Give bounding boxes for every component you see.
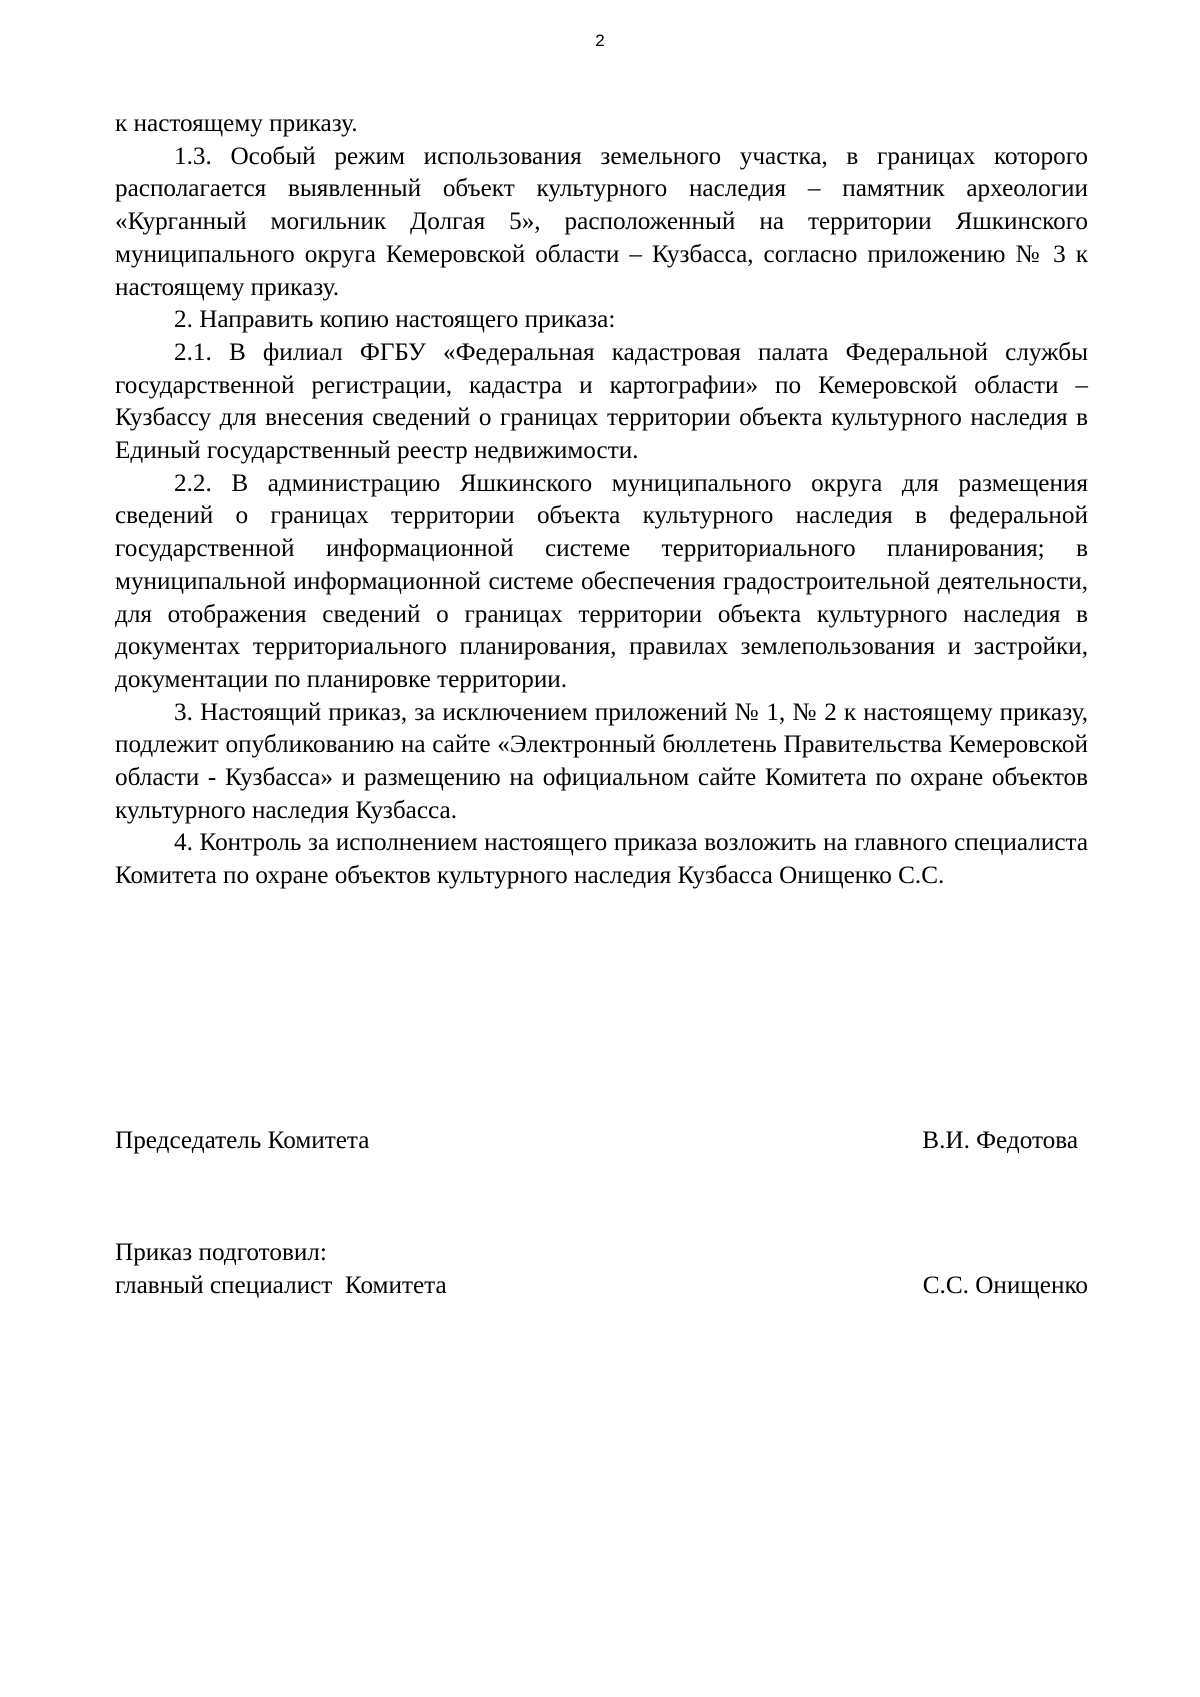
preparer-position: главный специалист Комитета [115,1271,447,1299]
signatory-title: Председатель Комитета [115,1127,370,1154]
preparer-name: С.С. Онищенко [922,1271,1088,1299]
signatory-name: В.И. Федотова [922,1127,1078,1154]
paragraph-2-2: 2.2. В администрацию Яшкинского муниципального округа для размещения сведений о границах территории объекта культурного наследия в федеральной государственной информационной системе территориального планирования; в муниципальной информационной системе обеспечения градостроительной деятельности, для отображения сведений о границах территории объекта культурного наследия в документах территориального планирования, правилах землепользования и застройки, документации по планировке территории. [115,469,1088,693]
prepared-by-label: Приказ подготовил: [115,1239,327,1266]
paragraph-3: 3. Настоящий приказ, за исключением приложений № 1, № 2 к настоящему приказу, подлежит опубликованию на сайте «Электронный бюллетень Правительства Кемеровской области - Кузбасса» и размещению на официальном сайте Комитета по охране объектов культурного наследия Кузбасса. [115,698,1088,824]
paragraph-1-3: 1.3. Особый режим использования земельного участка, в границах которого располагается выявленный объект культурного наследия – памятник археологии «Курганный могильник Долгая 5», расположенный на территории Яшкинского муниципального округа Кемеровской области – Кузбасса, согласно приложению № 3 к настоящему приказу. [115,142,1088,301]
document-body [115,108,1088,893]
paragraph-continuation: к настоящему приказу. [115,110,358,137]
paragraph-2: 2. Направить копию настоящего приказа: [174,306,616,334]
prepared-by-block [115,1237,1088,1307]
paragraph-4: 4. Контроль за исполнением настоящего приказа возложить на главного специалиста Комитета по охране объектов культурного наследия Кузбасса Онищенко С.С. [115,829,1088,890]
page-number: 2 [595,31,605,50]
paragraph-2-1: 2.1. В филиал ФГБУ «Федеральная кадастровая палата Федеральной службы государственной регистрации, кадастра и картографии» по Кемеровской области – Кузбассу для внесения сведений о границах территории объекта культурного наследия в Единый государственный реестр недвижимости. [115,338,1088,465]
